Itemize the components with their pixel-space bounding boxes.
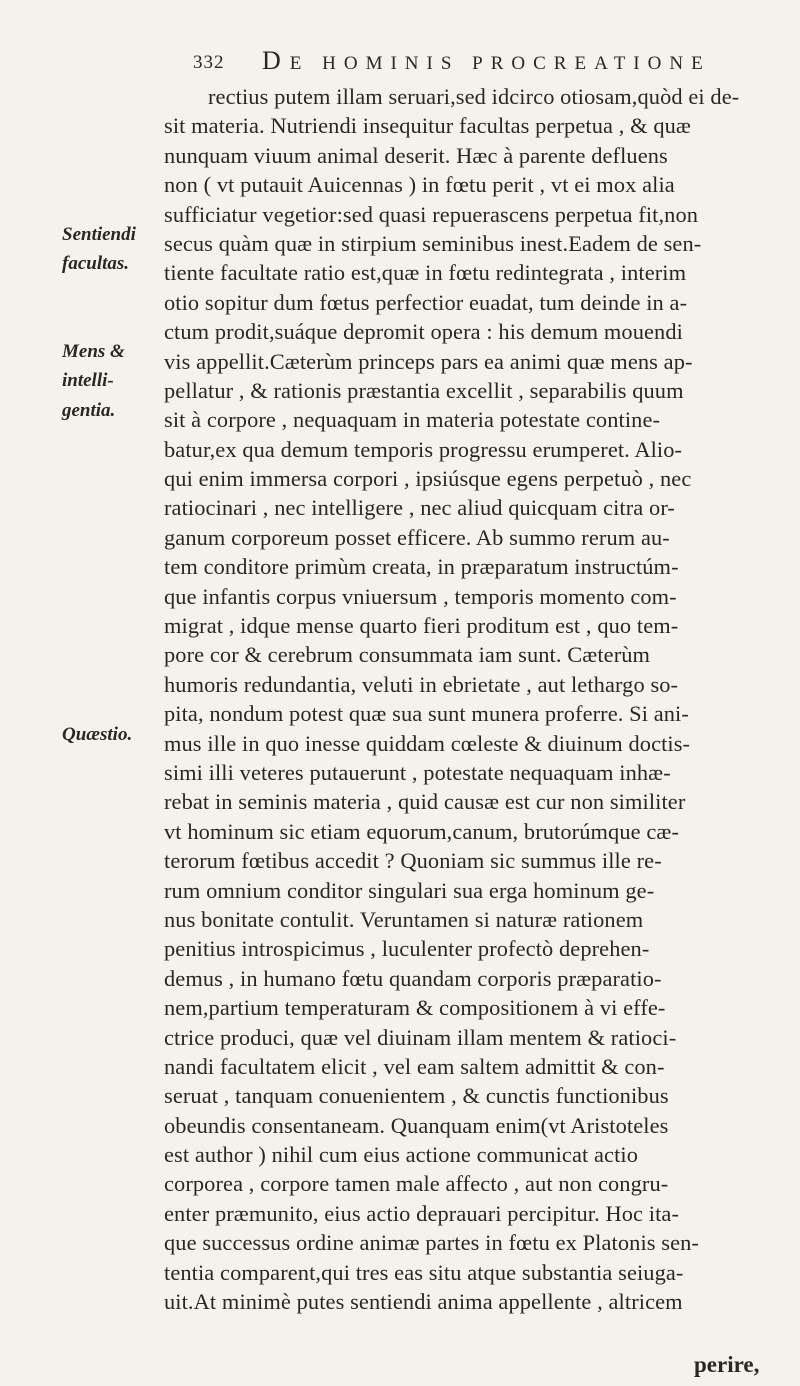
text-line: sit à corpore , nequaquam in materia potestate contine- [164, 407, 661, 433]
text-line: que infantis corpus vniuersum , temporis momento com- [164, 583, 677, 609]
text-line: otio sopitur dum fœtus perfectior euadat, tum deinde in a- [164, 289, 688, 315]
text-line: que successus ordine animæ partes in fœtu ex Platonis sen- [164, 1230, 699, 1256]
text-line: nem,partium temperaturam & compositionem à vi effe- [164, 995, 666, 1021]
text-line: ctrice produci, quæ vel diuinam illam mentem & ratioci- [164, 1024, 677, 1050]
text-line: rum omnium conditor singulari sua erga hominum ge- [164, 877, 655, 903]
text-line: demus , in humano fœtu quandam corporis præparatio- [164, 965, 662, 991]
text-line: ratiocinari , nec intelligere , nec aliud quicquam citra or- [164, 495, 675, 521]
margin-note: Mens & [62, 341, 125, 362]
text-line: tem conditore primùm creata, in præparatum instructúm- [164, 554, 679, 580]
text-line: corporea , corpore tamen male affecto , aut non congru- [164, 1171, 669, 1197]
text-line: qui enim immersa corpori , ipsiúsque egens perpetuò , nec [164, 466, 692, 492]
text-line: tiente facultate ratio est,quæ in fœtu redintegrata , interim [164, 260, 687, 286]
text-line: pellatur , & rationis præstantia excellit , separabilis quum [164, 377, 684, 403]
text-line: seruat , tanquam conuenientem , & cunctis functionibus [164, 1083, 669, 1109]
page-number: 332 [193, 52, 225, 73]
text-line: est author ) nihil cum eius actione communicat actio [164, 1142, 639, 1168]
text-line: vis appellit.Cæterùm princeps pars ea animi quæ mens ap- [164, 348, 693, 374]
text-line: nus bonitate contulit. Veruntamen si naturæ rationem [164, 906, 644, 932]
running-title-rest: E HOMINIS PROCREATIONE [289, 53, 711, 74]
text-line: terorum fœtibus accedit ? Quoniam sic summus ille re- [164, 848, 662, 874]
text-line: humoris redundantia, veluti in ebrietate , aut lethargo so- [164, 671, 679, 697]
text-line: penitius introspicimus , luculenter profectò deprehen- [164, 936, 650, 962]
text-line: pita, nondum potest quæ sua sunt munera proferre. Si ani- [164, 701, 689, 727]
text-line: tentia comparent,qui tres eas situ atque substantia seiuga- [164, 1259, 684, 1285]
text-line: batur,ex qua demum temporis progressu erumperet. Alio- [164, 436, 683, 462]
text-line: migrat , idque mense quarto fieri proditum est , quo tem- [164, 613, 679, 639]
running-title-initial: D [262, 46, 290, 75]
margin-note: Sentiendi [62, 224, 136, 245]
text-line: rebat in seminis materia , quid causæ est cur non similiter [164, 789, 686, 815]
text-line: obeundis consentaneam. Quanquam enim(vt Aristoteles [164, 1112, 669, 1138]
margin-note: facultas. [62, 253, 130, 274]
body-text [164, 82, 796, 1316]
text-line: ganum corporeum posset efficere. Ab summo rerum au- [164, 524, 670, 550]
text-line: sit materia. Nutriendi insequitur facultas perpetua , & quæ [164, 113, 691, 139]
text-line: nunquam viuum animal deserit. Hæc à parente defluens [164, 142, 668, 168]
running-title [262, 46, 711, 76]
text-line: nandi facultatem elicit , vel eam saltem admittit & con- [164, 1053, 665, 1079]
text-line: vt hominum sic etiam equorum,canum, brutorúmque cæ- [164, 818, 680, 844]
margin-note: Quæstio. [62, 724, 133, 745]
text-line: rectius putem illam seruari,sed idcirco otiosam,quòd ei de- [208, 84, 740, 109]
text-line: ctum prodit,suáque depromit opera : his demum mouendi [164, 319, 683, 345]
text-line: pore cor & cerebrum consummata iam sunt. Cæterùm [164, 642, 651, 668]
margin-note: gentia. [62, 400, 116, 421]
text-line: mus ille in quo inesse quiddam cœleste & diuinum doctis- [164, 730, 691, 756]
catchword: perire, [694, 1352, 760, 1377]
text-line: simi illi veteres putauerunt , potestate nequaquam inhæ- [164, 759, 671, 785]
text-line: uit.At minimè putes sentiendi anima appellente , altricem [164, 1289, 683, 1315]
text-line: enter præmunito, eius actio deprauari percipitur. Hoc ita- [164, 1200, 680, 1226]
margin-notes [0, 0, 160, 1386]
text-line: sufficiatur vegetior:sed quasi repuerascens perpetua fit,non [164, 201, 699, 227]
margin-note: intelli- [62, 370, 114, 391]
text-line: non ( vt putauit Auicennas ) in fœtu perit , vt ei mox alia [164, 172, 675, 198]
text-line: secus quàm quæ in stirpium seminibus inest.Eadem de sen- [164, 230, 702, 256]
